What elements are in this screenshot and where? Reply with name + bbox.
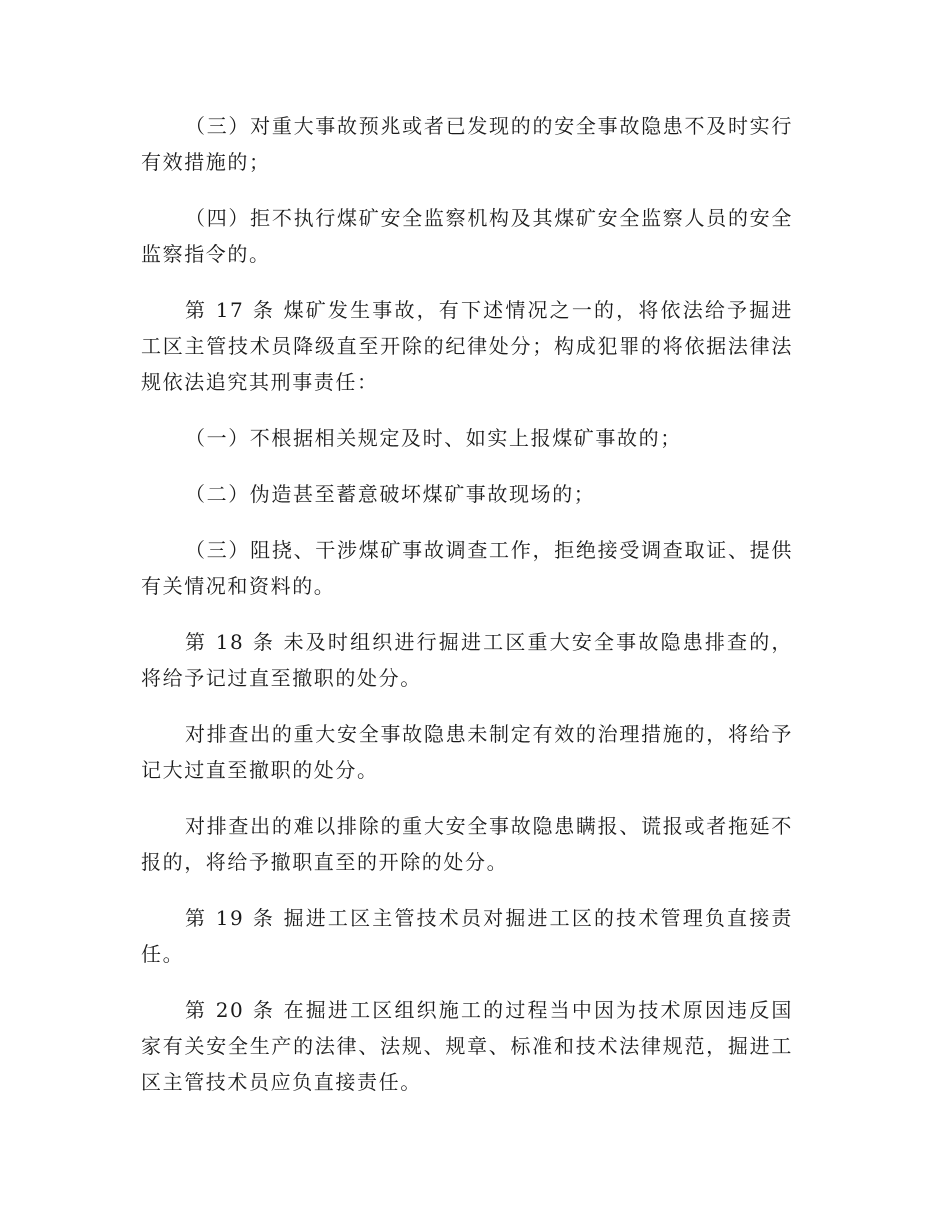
paragraph-article-17-item-1: （一）不根据相关规定及时、如实上报煤矿事故的； [185,426,682,450]
paragraph-article-17: 第 17 条 煤矿发生事故，有下述情况之一的，将依法给予掘进工区主管技术员降级直至开除的纪律处分；构成犯罪的将依据法律法规依法追究其刑事责任： [141,298,793,394]
paragraph-article-20: 第 20 条 在掘进工区组织施工的过程当中因为技术原因违反国家有关安全生产的法律、法规、规章、标准和技术法律规范，掘进工区主管技术员应负直接责任。 [141,998,793,1094]
paragraph-item-3-unremedied-hazards: （三）对重大事故预兆或者已发现的的安全事故隐患不及时实行有效措施的； [141,114,793,174]
paragraph-article-17-item-2: （二）伪造甚至蓄意破坏煤矿事故现场的； [185,482,596,506]
paragraph-article-17-item-3: （三）阻挠、干涉煤矿事故调查工作，拒绝接受调查取证、提供有关情况和资料的。 [141,538,793,598]
paragraph-article-18: 第 18 条 未及时组织进行掘进工区重大安全事故隐患排查的，将给予记过直至撤职的处分。 [141,630,793,690]
paragraph-article-18-clause-2: 对排查出的重大安全事故隐患未制定有效的治理措施的，将给予记大过直至撤职的处分。 [141,722,793,782]
paragraph-article-19: 第 19 条 掘进工区主管技术员对掘进工区的技术管理负直接责任。 [141,906,793,966]
paragraph-item-4-refuse-directives: （四）拒不执行煤矿安全监察机构及其煤矿安全监察人员的安全监察指令的。 [141,206,793,266]
document-body [141,108,793,1120]
paragraph-article-18-clause-3: 对排查出的难以排除的重大安全事故隐患瞒报、谎报或者拖延不报的，将给予撤职直至的开除的处分。 [141,814,793,874]
